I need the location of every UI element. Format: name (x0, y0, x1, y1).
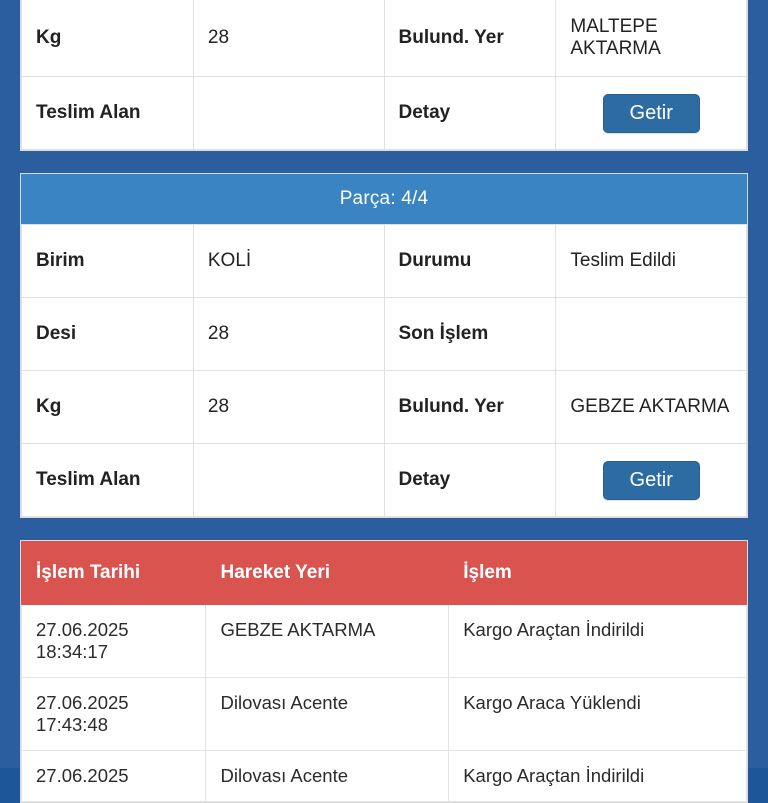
part-card-header: Parça: 4/4 (21, 174, 747, 224)
history-cell-place: Dilovası Acente (206, 751, 449, 802)
row-label-detay: Detay (384, 444, 556, 517)
history-table (21, 541, 747, 802)
row-label-desi: Desi (22, 298, 194, 371)
history-col-date: İşlem Tarihi (22, 542, 206, 605)
row-label-kg: Kg (22, 0, 194, 77)
part-details-table-4 (21, 224, 747, 517)
history-cell-action: Kargo Araca Yüklendi (449, 678, 747, 751)
history-date: 27.06.2025 (36, 619, 129, 640)
row-value-birim: KOLİ (193, 225, 384, 298)
row-label-bulund-yer: Bulund. Yer (384, 371, 556, 444)
row-value-bulund-yer: MALTEPE AKTARMA (556, 0, 747, 77)
table-row (22, 298, 747, 371)
history-date: 27.06.2025 (36, 692, 129, 713)
row-value-teslim-alan (193, 77, 384, 150)
part-card-4 (20, 173, 748, 518)
row-value-desi: 28 (193, 298, 384, 371)
history-cell-action: Kargo Araçtan İndirildi (449, 751, 747, 802)
row-label-detay: Detay (384, 77, 556, 150)
table-row (22, 678, 747, 751)
row-value-kg: 28 (193, 0, 384, 77)
table-row (22, 605, 747, 678)
getir-button[interactable]: Getir (603, 461, 700, 500)
history-header-row (22, 542, 747, 605)
row-label-son-islem: Son İşlem (384, 298, 556, 371)
row-value-son-islem (556, 298, 747, 371)
row-label-teslim-alan: Teslim Alan (22, 444, 194, 517)
row-label-birim: Birim (22, 225, 194, 298)
history-time: 18:34:17 (36, 641, 109, 662)
table-row (22, 225, 747, 298)
row-value-kg: 28 (193, 371, 384, 444)
history-card (20, 540, 748, 803)
history-cell-place: Dilovası Acente (206, 678, 449, 751)
history-cell-place: GEBZE AKTARMA (206, 605, 449, 678)
history-time: 17:43:48 (36, 714, 109, 735)
row-value-bulund-yer: GEBZE AKTARMA (556, 371, 747, 444)
history-date: 27.06.2025 (36, 765, 129, 786)
row-value-detay (556, 444, 747, 517)
history-cell-date (22, 605, 206, 678)
row-label-teslim-alan: Teslim Alan (22, 77, 194, 150)
row-label-durumu: Durumu (384, 225, 556, 298)
table-row (22, 0, 747, 77)
history-col-place: Hareket Yeri (206, 542, 449, 605)
part-details-table-previous (21, 0, 747, 150)
table-row (22, 444, 747, 517)
table-row (22, 751, 747, 802)
table-row (22, 371, 747, 444)
history-cell-date (22, 678, 206, 751)
row-label-kg: Kg (22, 371, 194, 444)
history-col-action: İşlem (449, 542, 747, 605)
row-value-detay (556, 77, 747, 150)
part-card-previous (20, 0, 748, 151)
history-cell-action: Kargo Araçtan İndirildi (449, 605, 747, 678)
table-row (22, 77, 747, 150)
row-label-bulund-yer: Bulund. Yer (384, 0, 556, 77)
getir-button[interactable]: Getir (603, 94, 700, 133)
row-value-teslim-alan (193, 444, 384, 517)
history-cell-date (22, 751, 206, 802)
row-value-durumu: Teslim Edildi (556, 225, 747, 298)
